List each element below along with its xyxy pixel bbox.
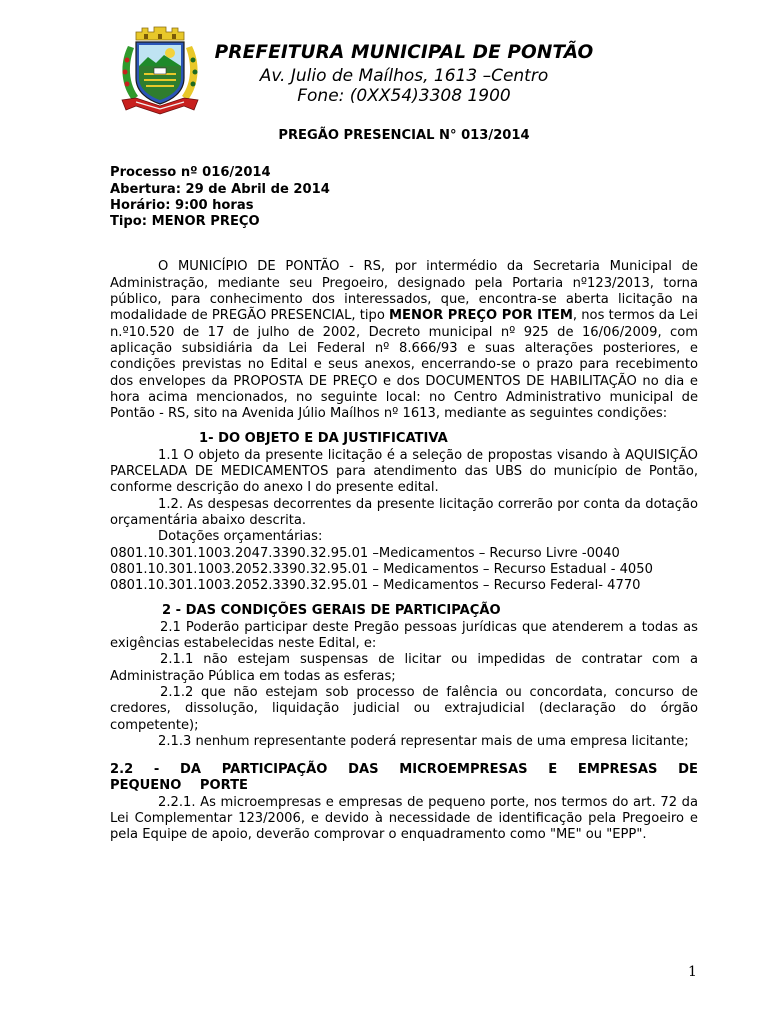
page-number: 1 — [688, 964, 697, 980]
process-meta — [110, 165, 698, 230]
opening-date: Abertura: 29 de Abril de 2014 — [110, 181, 330, 197]
section-1-1: 1.1 O objeto da presente licitação é a seleção de propostas visando à AQUISIÇÃO PARCELADA DE MEDICAMENTOS para atendimento das UBS do município de Pontão, conforme descrição do anexo I do presente edital. — [110, 447, 698, 496]
header-title: PREFEITURA MUNICIPAL DE PONTÃO — [214, 42, 594, 63]
section-2-1-1: 2.1.1 não estejam suspensas de licitar ou impedidas de contratar com a Administração Pública em todas as esferas; — [110, 652, 698, 684]
intro-text-b: , nos termos da Lei n.º10.520 de 17 de julho de 2002, Decreto municipal nº 925 de 16/06/2009, com aplicação subsidiária da Lei Federal nº 8.666/93 e suas alterações posteriores, e condições previstas no Edital e seus anexos, encerrando-se o prazo para recebimento dos envelopes da PROPOSTA DE PREÇO e dos DOCUMENTOS DE HABILITAÇÃO no dia e hora acima mencionados, no seguinte local: no Centro Administrativo municipal de Pontão - RS, sito na Avenida Júlio Maílhos nº 1613, mediante as seguintes condições: — [110, 308, 698, 422]
header-address: Av. Julio de Maílhos, 1613 –Centro — [259, 66, 549, 86]
header-phone: Fone: (0XX54)3308 1900 — [297, 86, 511, 106]
section-2-1-3: 2.1.3 nenhum representante poderá representar mais de uma empresa licitante; — [158, 733, 689, 749]
section-2-2-1: 2.2.1. As microempresas e empresas de pequeno porte, nos termos do art. 72 da Lei Complementar 123/2006, e devido à necessidade de identificação pela Pregoeiro e pela Equipe de apoio, deverão comprovar o enquadramento como "ME" ou "EPP". — [110, 794, 698, 843]
section-2-1-2: 2.1.2 que não estejam sob processo de falência ou concordata, concurso de credores, dissolução, liquidação judicial ou extrajudicial (declaração do órgão competente); — [110, 684, 698, 733]
section-2-1: 2.1 Poderão participar deste Pregão pessoas jurídicas que atenderem a todas as exigências estabelecidas neste Edital, e: — [110, 619, 698, 652]
intro-text-a: O MUNICÍPIO DE PONTÃO - RS, por intermédio da Secretaria Municipal de Administração, mediante seu Pregoeiro, designado pela Portaria nº123/2013, torna público, para conhecimento dos interessados, que, encontra-se aberta licitação na modalidade de PREGÃO PRESENCIAL, tipo — [110, 259, 698, 324]
section-2-2-heading: 2.2 - DA PARTICIPAÇÃO DAS MICROEMPRESAS E EMPRESAS DE PEQUENO PORTE — [110, 762, 698, 794]
budget-label: Dotações orçamentárias: — [158, 529, 323, 545]
budget-line-1: 0801.10.301.1003.2047.3390.32.95.01 –Medicamentos – Recurso Livre -0040 — [110, 545, 620, 561]
document-body — [110, 128, 698, 844]
municipal-coat-of-arms-icon — [118, 26, 202, 116]
section-1-heading: 1- DO OBJETO E DA JUSTIFICATIVA — [199, 431, 448, 447]
opening-time: Horário: 9:00 horas — [110, 197, 254, 213]
budget-line-3: 0801.10.301.1003.2052.3390.32.95.01 – Medicamentos – Recurso Federal- 4770 — [110, 578, 641, 594]
section-2-heading: 2 - DAS CONDIÇÕES GERAIS DE PARTICIPAÇÃO — [162, 603, 501, 619]
intro-bold: MENOR PREÇO POR ITEM — [389, 308, 573, 324]
budget-line-2: 0801.10.301.1003.2052.3390.32.95.01 – Medicamentos – Recurso Estadual - 4050 — [110, 561, 653, 577]
document-title: PREGÃO PRESENCIAL N° 013/2014 — [278, 128, 530, 143]
section-1-2: 1.2. As despesas decorrentes da presente licitação correrão por conta da dotação orçamentária abaixo descrita. — [110, 496, 698, 528]
bid-type: Tipo: MENOR PREÇO — [110, 214, 260, 230]
process-number: Processo nº 016/2014 — [110, 165, 271, 181]
intro-paragraph — [110, 259, 698, 422]
